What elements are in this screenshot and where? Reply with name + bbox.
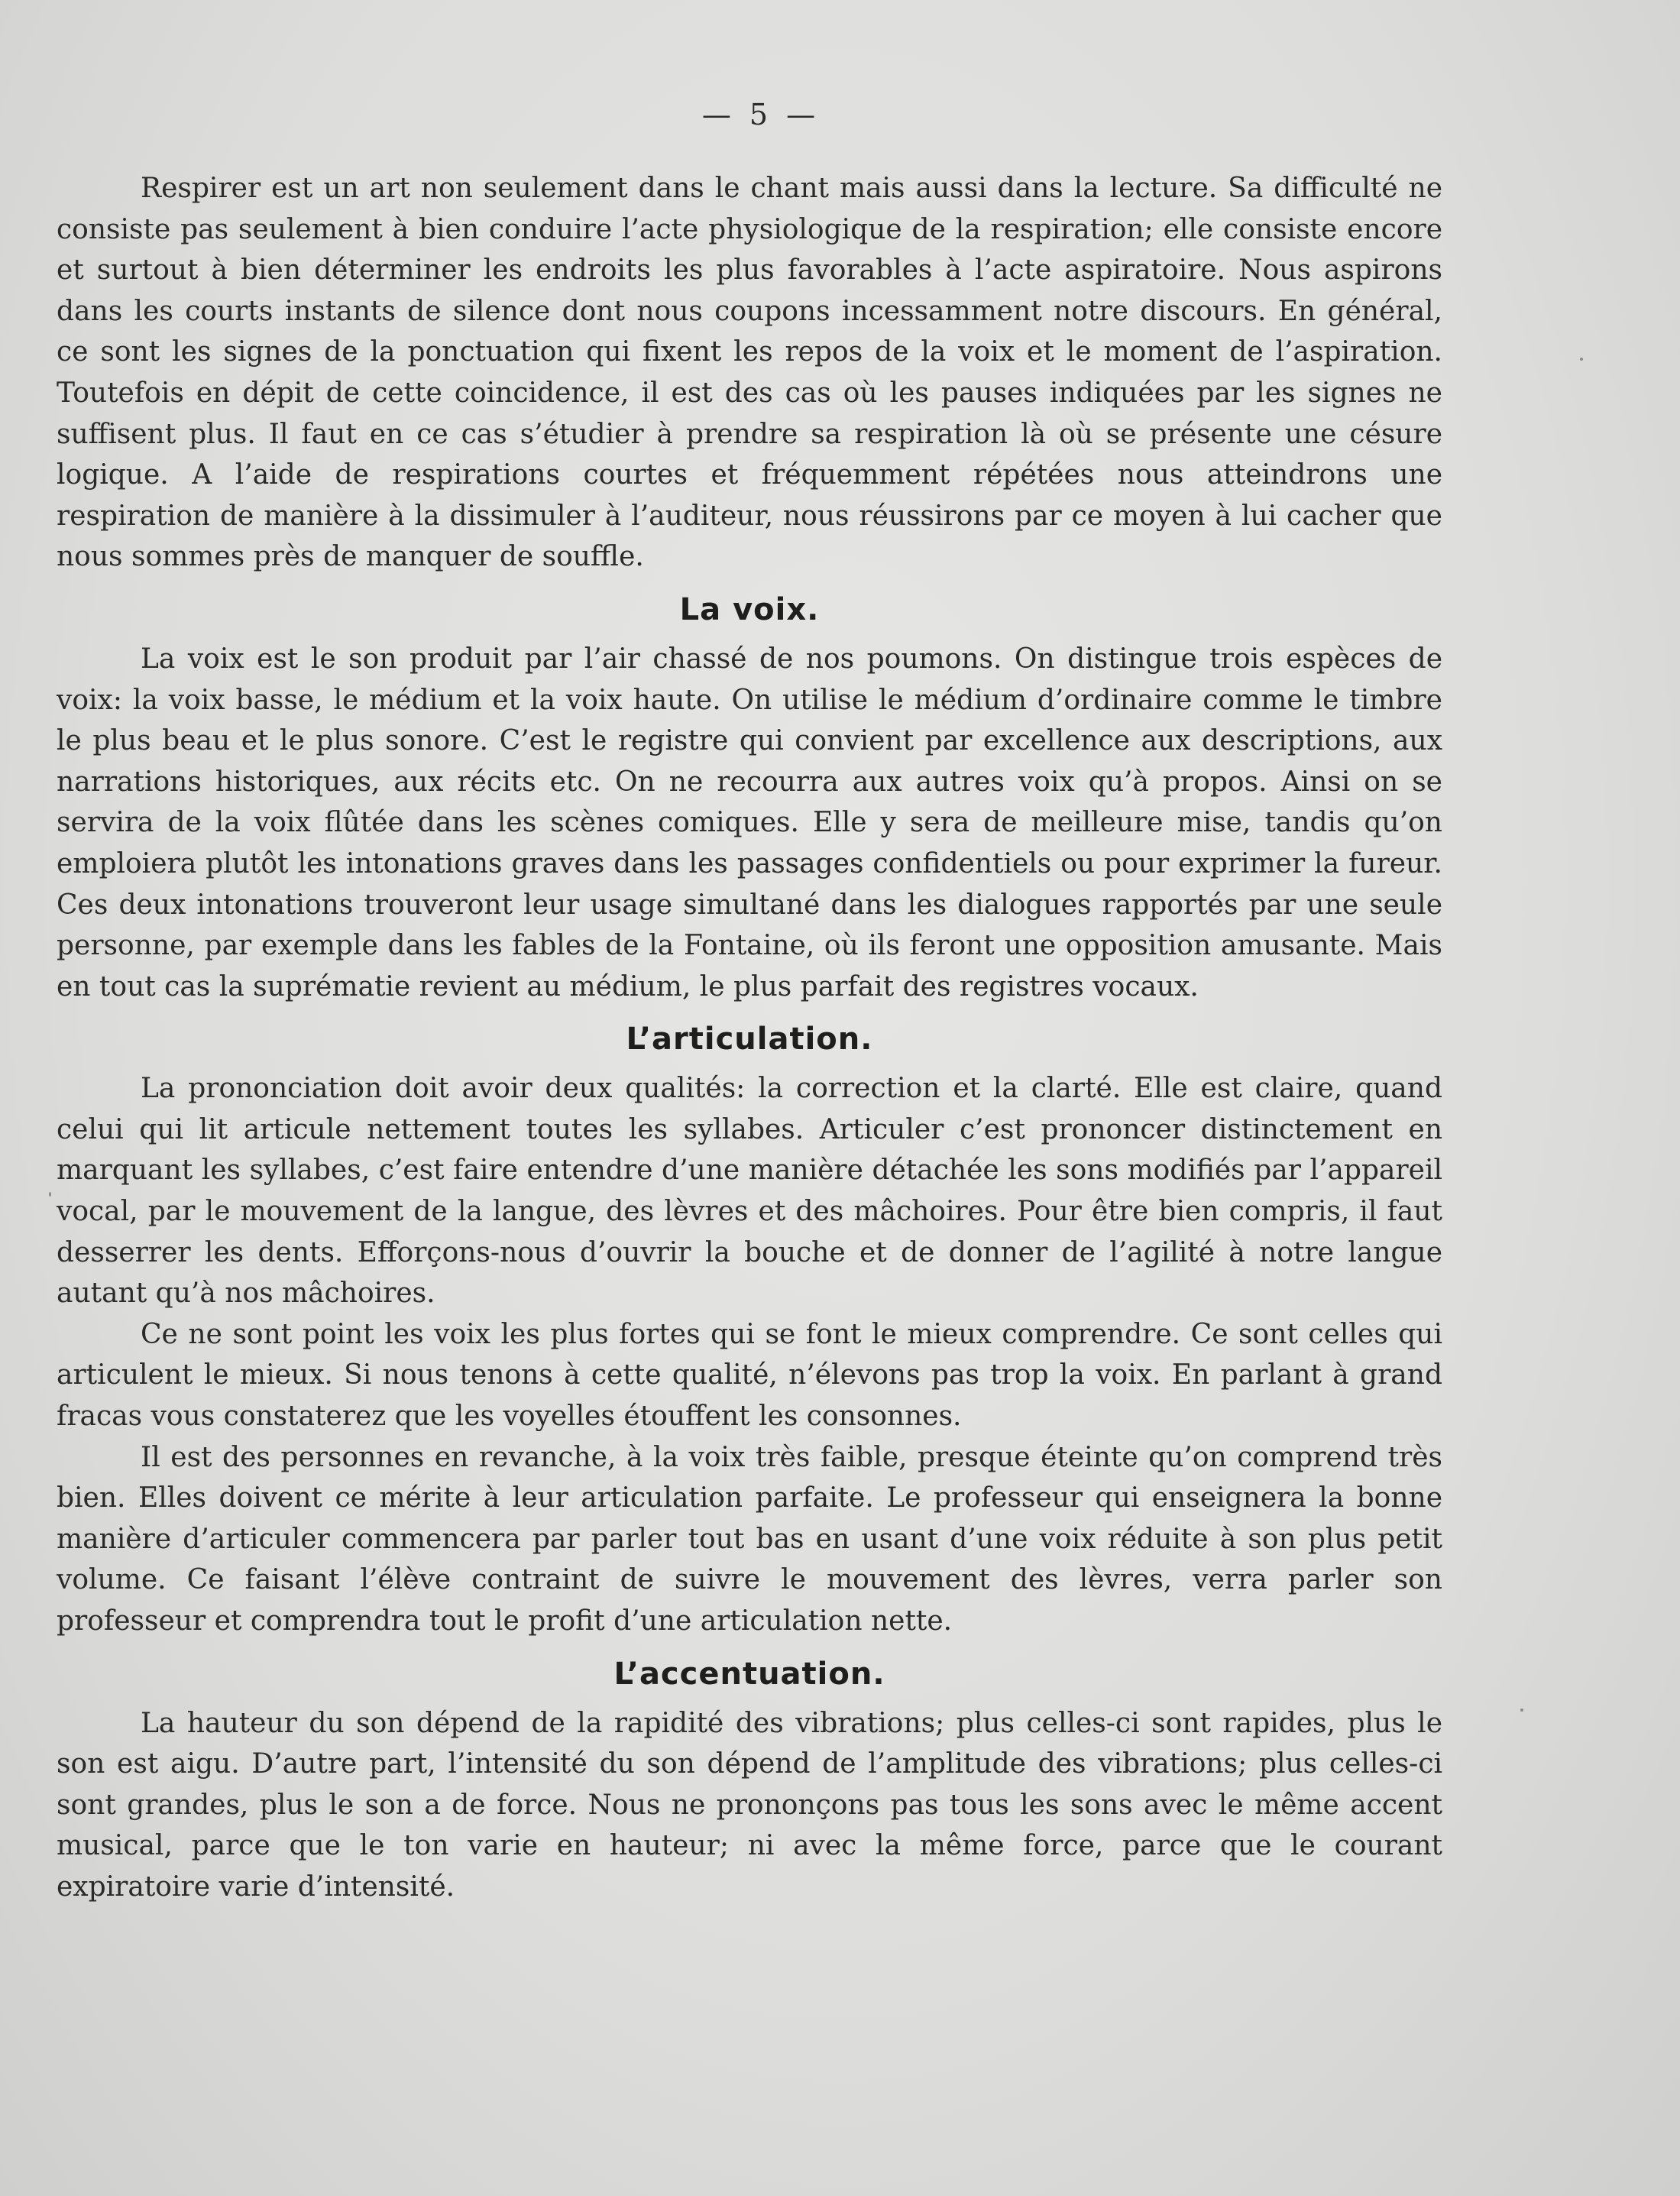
paper-speck xyxy=(49,1192,51,1197)
paragraph-articulation-1: La prononciation doit avoir deux qualités: la correction et la clarté. Elle est claire, quand celui qui lit articule nettement toutes les syllabes. Articuler c’est prononcer distinctement en marquant les syllabes, c’est faire entendre d’une manière détachée les sons modifiés par l’appareil vocal, par le mouvement de la langue, des lèvres et des mâchoires. Pour être bien compris, il faut desserrer les dents. Efforçons-nous d’ouvrir la bouche et de donner de l’agilité à notre langue autant qu’à nos mâchoires. xyxy=(57,1073,1442,1310)
paragraph-articulation-2: Ce ne sont point les voix les plus fortes qui se font le mieux comprendre. Ce sont celles qui articulent le mieux. Si nous tenons à cette qualité, n’élevons pas trop la voix. En parlant à grand fracas vous constaterez que les voyelles étouffent les consonnes. xyxy=(57,1318,1442,1433)
paper-speck xyxy=(1520,1709,1523,1712)
page-content xyxy=(57,98,1442,1908)
paper-speck xyxy=(1580,358,1583,361)
paragraph-voix: La voix est le son produit par l’air chassé de nos poumons. On distingue trois espèces de voix: la voix basse, le médium et la voix haute. On utilise le médium d’ordinaire comme le timbre le plus beau et le plus sonore. C’est le registre qui convient par excellence aux descriptions, aux narrations historiques, aux récits etc. On ne recourra aux autres voix qu’à propos. Ainsi on se servira de la voix flûtée dans les scènes comiques. Elle y sera de meilleure mise, tandis qu’on emploiera plutôt les intonations graves dans les passages confidentiels ou pour exprimer la fureur. Ces deux intonations trouveront leur usage simultané dans les dialogues rapportés par une seule personne, par exemple dans les fables de la Fontaine, où ils feront une opposition amusante. Mais en tout cas la suprématie revient au médium, le plus parfait des registres vocaux. xyxy=(57,643,1442,1002)
heading-la-voix: La voix. xyxy=(679,591,820,627)
paragraph-accentuation: La hauteur du son dépend de la rapidité des vibrations; plus celles-ci sont rapides, plus le son est aigu. D’autre part, l’intensité du son dépend de l’amplitude des vibrations; plus celles-ci sont grandes, plus le son a de force. Nous ne prononçons pas tous les sons avec le même accent musical, parce que le ton varie en hauteur; ni avec la même force, parce que le courant expiratoire varie d’intensité. xyxy=(57,1707,1442,1903)
paragraph-articulation-3: Il est des personnes en revanche, à la voix très faible, presque éteinte qu’on comprend très bien. Elles doivent ce mérite à leur articulation parfaite. Le professeur qui enseignera la bonne manière d’articuler commencera par parler tout bas en usant d’une voix réduite à son plus petit volume. Ce faisant l’élève contraint de suivre le mouvement des lèvres, verra parler son professeur et comprendra tout le profit d’une articulation nette. xyxy=(57,1441,1442,1637)
heading-articulation: L’articulation. xyxy=(626,1022,873,1058)
page-number: — 5 — xyxy=(701,98,821,131)
paragraph-respiration: Respirer est un art non seulement dans le chant mais aussi dans la lecture. Sa difficulté ne consiste pas seulement à bien conduire l’acte physiologique de la respiration; elle consiste encore et surtout à bien déterminer les endroits les plus favorables à l’acte aspiratoire. Nous aspirons dans les courts instants de silence dont nous coupons incessamment notre discours. En général, ce sont les signes de la ponctuation qui fixent les repos de la voix et le moment de l’aspiration. Toutefois en dépit de cette coincidence, il est des cas où les pauses indiquées par les signes ne suffisent plus. Il faut en ce cas s’étudier à prendre sa respiration là où se présente une césure logique. A l’aide de respirations courtes et fréquemment répétées nous atteindrons une respiration de manière à la dissimuler à l’auditeur, nous réussirons par ce moyen à lui cacher que nous sommes près de manquer de souffle. xyxy=(57,173,1442,573)
heading-accentuation: L’accentuation. xyxy=(613,1656,885,1692)
